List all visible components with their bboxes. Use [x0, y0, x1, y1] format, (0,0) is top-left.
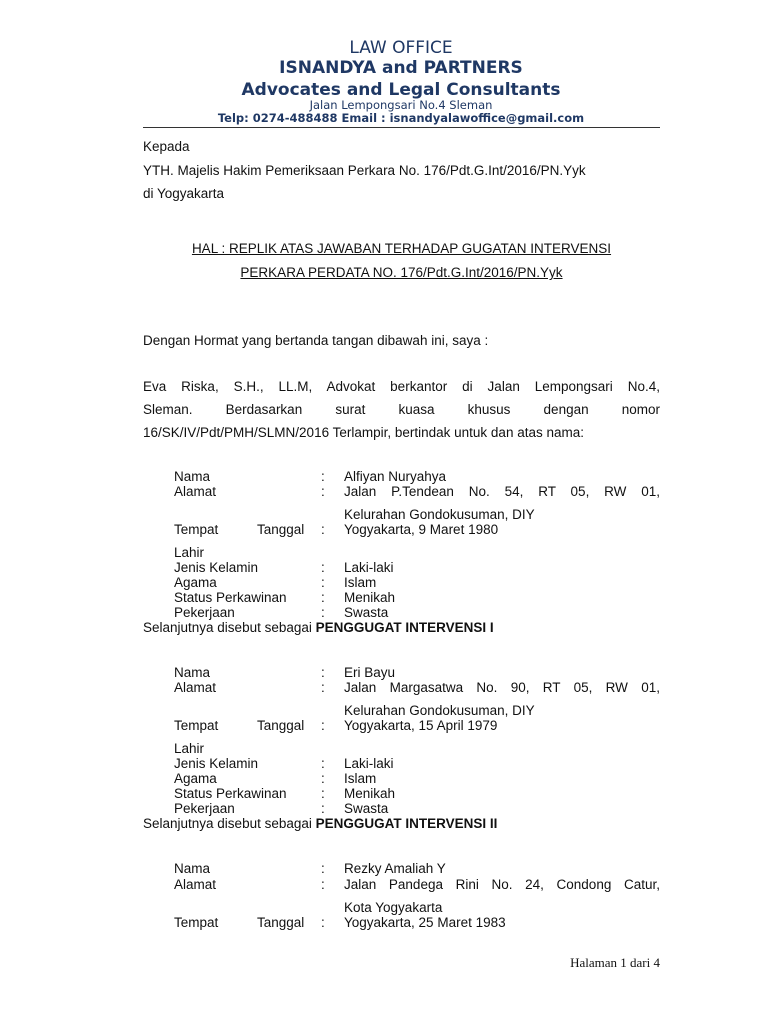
letterhead-divider: [143, 127, 660, 128]
colon: :: [321, 484, 325, 499]
label-alamat: Alamat: [174, 680, 217, 695]
subject-line-2: PERKARA PERDATA NO. 176/Pdt.G.Int/2016/PN.Yyk: [240, 265, 563, 280]
party-1-alamat-line-2: Kelurahan Gondokusuman, DIY: [344, 507, 535, 522]
label-agama: Agama: [174, 575, 217, 590]
label-pekerjaan: Pekerjaan: [174, 605, 235, 620]
party-1-status: Menikah: [344, 590, 396, 605]
greeting: Dengan Hormat yang bertanda tangan dibawah ini, saya :: [143, 333, 489, 348]
party-2-alamat-line-1: Jalan Margasatwa No. 90, RT 05, RW 01,: [344, 680, 660, 695]
party-3-alamat-line-2: Kota Yogyakarta: [344, 900, 443, 915]
label-jenis-kelamin: Jenis Kelamin: [174, 560, 259, 575]
party-1-ttl: Yogyakarta, 9 Maret 1980: [344, 522, 499, 537]
colon: :: [321, 469, 325, 484]
label-tempat: Tempat: [174, 718, 219, 733]
letterhead-firm-name: ISNANDYA and PARTNERS: [279, 58, 523, 78]
letterhead-contact: Telp: 0274-488488 Email : isnandyalawoffice@gmail.com: [217, 111, 585, 125]
intro-line-3: 16/SK/IV/Pdt/PMH/SLMN/2016 Terlampir, bertindak untuk dan atas nama:: [143, 425, 584, 440]
letterhead-office: LAW OFFICE: [349, 38, 453, 58]
label-status-perkawinan: Status Perkawinan: [174, 786, 287, 801]
label-tanggal: Tanggal: [257, 718, 305, 733]
party-3-alamat-line-1: Jalan Pandega Rini No. 24, Condong Catur,: [344, 877, 660, 892]
letterhead-tagline: Advocates and Legal Consultants: [241, 80, 561, 100]
label-lahir: Lahir: [174, 545, 205, 560]
party-2-agama: Islam: [344, 771, 377, 786]
label-status-perkawinan: Status Perkawinan: [174, 590, 287, 605]
party-2-pekerjaan: Swasta: [344, 801, 389, 816]
recipient-location: di Yogyakarta: [143, 186, 225, 201]
party-1-jenis-kelamin: Laki-laki: [344, 560, 394, 575]
label-nama: Nama: [174, 469, 211, 484]
label-agama: Agama: [174, 771, 217, 786]
party-1-alamat-line-1: Jalan P.Tendean No. 54, RT 05, RW 01,: [344, 484, 660, 499]
party-1-designation-title: PENGGUGAT INTERVENSI I: [315, 620, 494, 635]
colon: :: [321, 771, 325, 786]
colon: :: [321, 590, 325, 605]
label-tempat: Tempat: [174, 522, 219, 537]
label-nama: Nama: [174, 665, 211, 680]
colon: :: [321, 786, 325, 801]
party-1-pekerjaan: Swasta: [344, 605, 389, 620]
colon: :: [321, 756, 325, 771]
colon: :: [321, 680, 325, 695]
label-alamat: Alamat: [174, 484, 217, 499]
label-tempat: Tempat: [174, 915, 219, 930]
party-2-designation: [143, 816, 497, 831]
colon: :: [321, 801, 325, 816]
party-1-agama: Islam: [344, 575, 377, 590]
label-alamat: Alamat: [174, 877, 217, 892]
intro-line-2: Sleman. Berdasarkan surat kuasa khusus dengan nomor: [143, 402, 660, 417]
party-2-alamat-line-2: Kelurahan Gondokusuman, DIY: [344, 703, 535, 718]
intro-line-1: Eva Riska, S.H., LL.M, Advokat berkantor di Jalan Lempongsari No.4,: [143, 379, 660, 394]
party-1-nama: Alfiyan Nuryahya: [344, 469, 447, 484]
designation-prefix: Selanjutnya disebut sebagai: [143, 816, 312, 831]
colon: :: [321, 560, 325, 575]
party-3-nama: Rezky Amaliah Y: [344, 861, 446, 876]
party-2-jenis-kelamin: Laki-laki: [344, 756, 394, 771]
subject-line-1: HAL : REPLIK ATAS JAWABAN TERHADAP GUGATAN INTERVENSI: [191, 241, 612, 256]
colon: :: [321, 665, 325, 680]
party-1-designation: [143, 620, 494, 635]
recipient-yth: YTH. Majelis Hakim Pemeriksaan Perkara No. 176/Pdt.G.Int/2016/PN.Yyk: [143, 163, 586, 178]
colon: :: [321, 575, 325, 590]
recipient-kepada: Kepada: [143, 139, 190, 154]
colon: :: [321, 877, 325, 892]
party-2-designation-title: PENGGUGAT INTERVENSI II: [315, 816, 498, 831]
colon: :: [321, 605, 325, 620]
label-tanggal: Tanggal: [257, 915, 305, 930]
party-2-status: Menikah: [344, 786, 396, 801]
label-jenis-kelamin: Jenis Kelamin: [174, 756, 259, 771]
label-tanggal: Tanggal: [257, 522, 305, 537]
colon: :: [321, 861, 325, 876]
label-lahir: Lahir: [174, 741, 205, 756]
designation-prefix: Selanjutnya disebut sebagai: [143, 620, 312, 635]
letterhead-address: Jalan Lempongsari No.4 Sleman: [309, 98, 493, 112]
party-2-nama: Eri Bayu: [344, 665, 396, 680]
label-pekerjaan: Pekerjaan: [174, 801, 235, 816]
colon: :: [321, 915, 325, 930]
colon: :: [321, 718, 325, 733]
label-nama: Nama: [174, 861, 211, 876]
page-number: Halaman 1 dari 4: [570, 955, 660, 970]
party-3-ttl: Yogyakarta, 25 Maret 1983: [344, 915, 506, 930]
colon: :: [321, 522, 325, 537]
party-2-ttl: Yogyakarta, 15 April 1979: [344, 718, 498, 733]
